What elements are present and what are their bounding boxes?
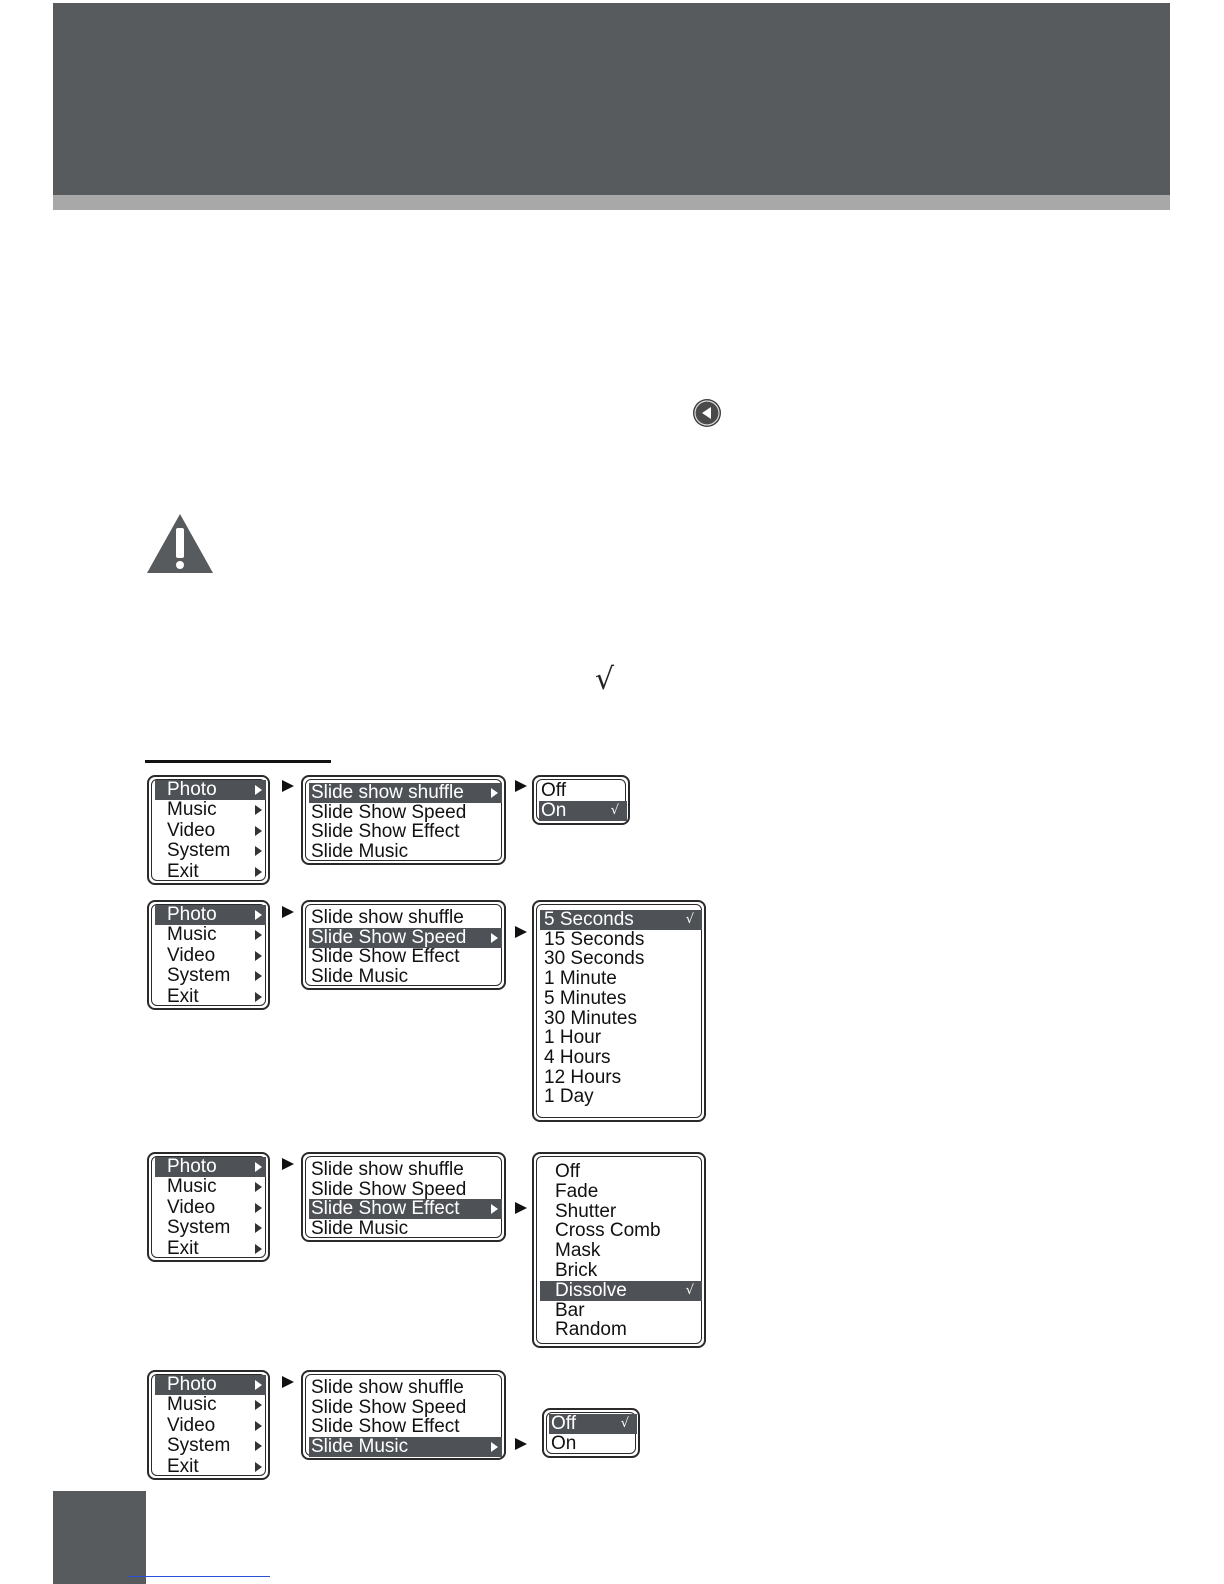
- option-menu-item-label: Dissolve: [555, 1279, 627, 1301]
- chevron-right-icon: [255, 805, 262, 815]
- option-menu-item[interactable]: [540, 949, 702, 969]
- chevron-right-icon: [255, 1223, 262, 1233]
- option-menu-item[interactable]: [540, 1261, 702, 1281]
- checkmark-icon: √: [685, 912, 694, 927]
- option-menu-item-label: On: [541, 800, 567, 821]
- chevron-right-icon: [255, 1421, 262, 1431]
- chevron-right-icon: [255, 1400, 262, 1410]
- main-menu-item-label: Video: [167, 1196, 216, 1218]
- main-menu: [147, 1152, 270, 1262]
- chevron-right-icon: [255, 1462, 262, 1472]
- photo-menu-item-label: Slide Music: [311, 840, 409, 862]
- checkmark-icon: √: [685, 1282, 694, 1298]
- photo-menu-item[interactable]: [309, 1219, 502, 1239]
- main-menu-item[interactable]: [155, 1436, 266, 1456]
- photo-menu-item[interactable]: [309, 822, 502, 842]
- option-menu-item-label: Off: [551, 1413, 576, 1434]
- chevron-right-icon: [491, 788, 498, 798]
- warning-triangle-icon: [145, 512, 215, 575]
- photo-menu-item-label: Slide show shuffle: [311, 1159, 464, 1180]
- photo-menu-item-label: Slide Show Speed: [311, 1396, 467, 1418]
- main-menu-item-label: Photo: [167, 779, 217, 800]
- main-menu-item[interactable]: [155, 905, 266, 925]
- chevron-right-icon: [255, 1182, 262, 1192]
- option-menu-item[interactable]: [539, 801, 627, 821]
- photo-menu-item[interactable]: [309, 1180, 502, 1200]
- main-menu-item-label: Exit: [167, 985, 199, 1007]
- option-menu-item-label: 5 Minutes: [544, 987, 627, 1009]
- main-menu-item[interactable]: [155, 780, 266, 800]
- option-menu-item-label: 12 Hours: [544, 1066, 622, 1088]
- option-menu: [542, 1408, 640, 1458]
- footer-page-block: [53, 1491, 146, 1584]
- photo-menu-item[interactable]: [309, 783, 502, 803]
- main-menu-item-label: Photo: [167, 1374, 217, 1395]
- photo-menu-item[interactable]: [309, 1437, 502, 1457]
- chevron-right-icon: [255, 910, 262, 920]
- main-menu: [147, 775, 270, 885]
- option-menu-item[interactable]: [540, 1068, 702, 1088]
- option-menu-item[interactable]: [540, 1241, 702, 1261]
- main-menu-item[interactable]: [155, 1177, 266, 1197]
- option-menu-item-label: Off: [555, 1161, 580, 1182]
- photo-menu-item-label: Slide show shuffle: [311, 1377, 464, 1398]
- back-arrow-circle-icon: [692, 398, 722, 428]
- option-menu-item[interactable]: [540, 989, 702, 1009]
- main-menu-item[interactable]: [155, 925, 266, 945]
- photo-menu-item-label: Slide show shuffle: [311, 907, 464, 928]
- option-menu-item[interactable]: [540, 1202, 702, 1222]
- photo-menu-item-label: Slide Show Speed: [311, 801, 467, 823]
- photo-menu-item-label: Slide Show Effect: [311, 946, 460, 968]
- main-menu-item-label: Music: [167, 1176, 217, 1198]
- main-menu: [147, 900, 270, 1010]
- main-menu-item[interactable]: [155, 966, 266, 986]
- photo-menu-item-label: Slide Show Effect: [311, 1198, 460, 1220]
- main-menu-item-label: Video: [167, 944, 216, 966]
- main-menu-item-label: System: [167, 1435, 231, 1457]
- option-menu-item[interactable]: [540, 1221, 702, 1241]
- photo-menu-item-label: Slide Show Effect: [311, 821, 460, 843]
- option-menu-item[interactable]: [549, 1414, 637, 1434]
- option-menu-item-label: Off: [541, 780, 566, 801]
- option-menu-item[interactable]: [540, 1281, 702, 1301]
- option-menu-item-label: On: [551, 1433, 577, 1454]
- main-menu-item[interactable]: [155, 946, 266, 966]
- option-menu: [532, 900, 706, 1122]
- main-menu-item[interactable]: [155, 862, 266, 882]
- page-header-band: [53, 3, 1170, 195]
- option-menu-item-label: 1 Hour: [544, 1027, 602, 1049]
- photo-menu-item[interactable]: [309, 1199, 502, 1219]
- flow-arrow-icon: [515, 926, 527, 938]
- checkmark-icon: √: [620, 1416, 629, 1431]
- main-menu-item-label: Exit: [167, 1237, 199, 1259]
- main-menu-item-label: Music: [167, 799, 217, 821]
- chevron-right-icon: [255, 1203, 262, 1213]
- option-menu: [532, 775, 630, 825]
- option-menu-item-label: 1 Minute: [544, 968, 617, 990]
- main-menu-item-label: Video: [167, 819, 216, 841]
- photo-menu-item-label: Slide Show Speed: [311, 926, 467, 948]
- photo-menu-item-label: Slide Show Effect: [311, 1416, 460, 1438]
- photo-menu-item[interactable]: [309, 1378, 502, 1398]
- option-menu-item[interactable]: [540, 1320, 702, 1340]
- option-menu-item-label: Cross Comb: [555, 1220, 661, 1242]
- checkmark-icon: √: [610, 803, 619, 818]
- option-menu-item-label: 15 Seconds: [544, 928, 645, 950]
- photo-menu-item-label: Slide show shuffle: [311, 782, 464, 803]
- photo-menu: [301, 900, 506, 990]
- option-menu-item[interactable]: [540, 1182, 702, 1202]
- option-menu-item[interactable]: [540, 910, 702, 930]
- main-menu-item-label: Music: [167, 924, 217, 946]
- main-menu-item[interactable]: [155, 1198, 266, 1218]
- section-rule: [145, 760, 331, 763]
- photo-menu-item-label: Slide Music: [311, 1217, 409, 1239]
- photo-menu-item-label: Slide Music: [311, 965, 409, 987]
- chevron-right-icon: [255, 992, 262, 1002]
- option-menu-item[interactable]: [540, 930, 702, 950]
- photo-menu-item[interactable]: [309, 947, 502, 967]
- main-menu: [147, 1370, 270, 1480]
- main-menu-item[interactable]: [155, 1239, 266, 1259]
- option-menu-item-label: Shutter: [555, 1200, 617, 1222]
- chevron-right-icon: [255, 1441, 262, 1451]
- chevron-right-icon: [255, 1380, 262, 1390]
- option-menu-item-label: Mask: [555, 1240, 601, 1262]
- option-menu-item-label: Bar: [555, 1299, 585, 1321]
- main-menu-item[interactable]: [155, 1416, 266, 1436]
- option-menu-item[interactable]: [540, 969, 702, 989]
- photo-menu-item[interactable]: [309, 928, 502, 948]
- photo-menu: [301, 1152, 506, 1242]
- main-menu-item-label: System: [167, 965, 231, 987]
- photo-menu-item[interactable]: [309, 1160, 502, 1180]
- photo-menu: [301, 775, 506, 865]
- option-menu-item-label: 30 Seconds: [544, 948, 645, 970]
- flow-arrow-icon: [282, 1158, 294, 1170]
- option-menu-item[interactable]: [539, 781, 627, 801]
- option-menu-item[interactable]: [540, 1087, 702, 1107]
- flow-arrow-icon: [515, 1202, 527, 1214]
- main-menu-item-label: Exit: [167, 860, 199, 882]
- chevron-right-icon: [255, 785, 262, 795]
- main-menu-item[interactable]: [155, 800, 266, 820]
- photo-menu: [301, 1370, 506, 1460]
- chevron-right-icon: [255, 846, 262, 856]
- chevron-right-icon: [491, 1204, 498, 1214]
- option-menu-item[interactable]: [549, 1434, 637, 1454]
- chevron-right-icon: [255, 867, 262, 877]
- photo-menu-item-label: Slide Show Speed: [311, 1178, 467, 1200]
- flow-arrow-icon: [282, 780, 294, 792]
- main-menu-item[interactable]: [155, 821, 266, 841]
- main-menu-item[interactable]: [155, 1157, 266, 1177]
- chevron-right-icon: [255, 826, 262, 836]
- photo-menu-item[interactable]: [309, 1398, 502, 1418]
- main-menu-item[interactable]: [155, 841, 266, 861]
- chevron-right-icon: [255, 930, 262, 940]
- option-menu-item-label: Fade: [555, 1180, 599, 1202]
- main-menu-item[interactable]: [155, 987, 266, 1007]
- footer-link-line: [127, 1576, 270, 1577]
- main-menu-item-label: System: [167, 1217, 231, 1239]
- main-menu-item-label: Exit: [167, 1455, 199, 1477]
- option-menu-item[interactable]: [540, 1009, 702, 1029]
- main-menu-item-label: Video: [167, 1414, 216, 1436]
- flow-arrow-icon: [515, 1438, 527, 1450]
- main-menu-item-label: Photo: [167, 1156, 217, 1177]
- main-menu-item-label: Photo: [167, 904, 217, 925]
- option-menu-item-label: 30 Minutes: [544, 1007, 637, 1029]
- main-menu-item[interactable]: [155, 1218, 266, 1238]
- flow-arrow-icon: [282, 1376, 294, 1388]
- main-menu-item-label: Music: [167, 1394, 217, 1416]
- option-menu-item-label: Random: [555, 1319, 627, 1341]
- photo-menu-item[interactable]: [309, 842, 502, 862]
- photo-menu-item[interactable]: [309, 1417, 502, 1437]
- option-menu-item[interactable]: [540, 1301, 702, 1321]
- chevron-right-icon: [255, 1244, 262, 1254]
- chevron-right-icon: [255, 1162, 262, 1172]
- main-menu-item-label: System: [167, 840, 231, 862]
- option-menu-item-label: 1 Day: [544, 1086, 594, 1108]
- option-menu-item[interactable]: [540, 1162, 702, 1182]
- option-menu-item-label: 4 Hours: [544, 1046, 611, 1068]
- checkmark-icon: √: [595, 662, 615, 697]
- page-header-stripe: [53, 195, 1170, 210]
- chevron-right-icon: [255, 971, 262, 981]
- option-menu-item[interactable]: [540, 1028, 702, 1048]
- flow-arrow-icon: [515, 780, 527, 792]
- main-menu-item[interactable]: [155, 1375, 266, 1395]
- photo-menu-item[interactable]: [309, 908, 502, 928]
- option-menu: [532, 1152, 706, 1348]
- main-menu-item[interactable]: [155, 1395, 266, 1415]
- photo-menu-item[interactable]: [309, 967, 502, 987]
- chevron-right-icon: [491, 933, 498, 943]
- chevron-right-icon: [255, 951, 262, 961]
- flow-arrow-icon: [282, 906, 294, 918]
- option-menu-item-label: 5 Seconds: [544, 909, 634, 930]
- photo-menu-item[interactable]: [309, 803, 502, 823]
- chevron-right-icon: [491, 1442, 498, 1452]
- option-menu-item[interactable]: [540, 1048, 702, 1068]
- option-menu-item-label: Brick: [555, 1260, 598, 1281]
- main-menu-item[interactable]: [155, 1457, 266, 1477]
- photo-menu-item-label: Slide Music: [311, 1435, 409, 1457]
